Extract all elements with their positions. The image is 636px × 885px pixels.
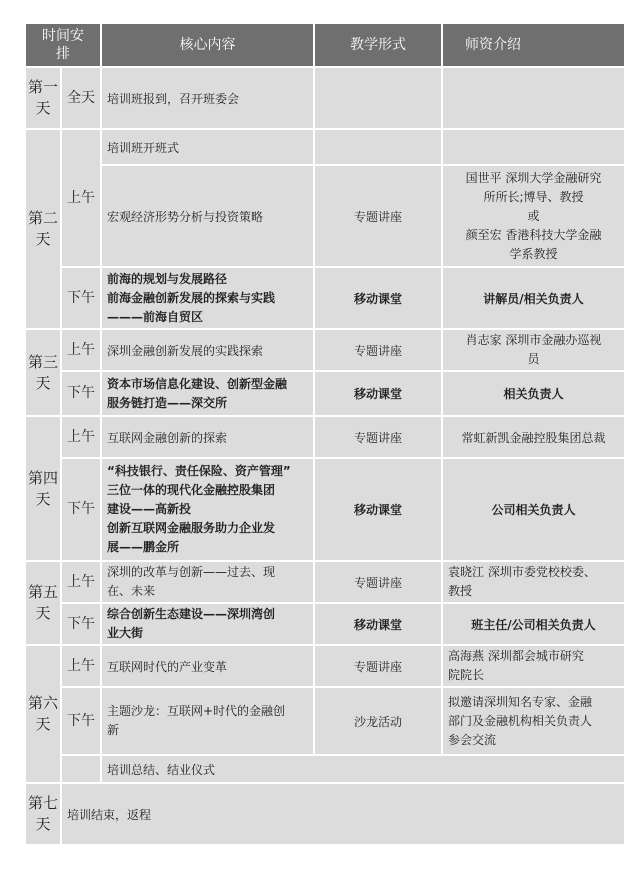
row-content: 培训班报到，召开班委会: [102, 68, 313, 128]
header-row: [26, 24, 624, 66]
schedule-table: [24, 22, 626, 846]
row-content: [102, 459, 313, 560]
half-pm: 下午: [62, 372, 100, 415]
row-content: 宏观经济形势分析与投资策略: [102, 166, 313, 266]
row-faculty: [443, 646, 624, 686]
row-faculty: [443, 330, 624, 370]
content-line: 深圳的改革与创新——过去、现: [107, 565, 276, 579]
row-faculty: 公司相关负责人: [443, 459, 624, 560]
half-all-day: 全天: [62, 68, 100, 128]
table-row: [26, 417, 624, 457]
content-line: 前海金融创新发展的探索与实践: [107, 290, 276, 305]
row-format: [315, 130, 441, 164]
table-row: [26, 459, 624, 560]
row-faculty: [443, 688, 624, 754]
content-line: ———前海自贸区: [107, 309, 204, 324]
table-row: [26, 604, 624, 644]
faculty-line: 或: [527, 208, 540, 223]
row-faculty: [443, 166, 624, 266]
row-format: [315, 68, 441, 128]
table-row: [26, 372, 624, 415]
table-row: [26, 166, 624, 266]
faculty-line: 肖志家 深圳市金融办巡视: [465, 333, 602, 347]
table-row: [26, 646, 624, 686]
faculty-line: 参会交流: [448, 732, 497, 747]
header-faculty: 师资介绍: [443, 24, 624, 66]
faculty-line: 颜至宏 香港科技大学金融: [465, 227, 602, 242]
row-format: 专题讲座: [315, 417, 441, 457]
table-row: [26, 330, 624, 370]
row-content: 培训班开班式: [102, 130, 313, 164]
day-label-5: 第五天: [26, 562, 60, 644]
day-label-2: 第二天: [26, 130, 60, 328]
content-line: “科技银行、责任保险、资产管理”: [107, 464, 291, 478]
content-line: 创新互联网金融服务助力企业发: [107, 521, 276, 535]
row-faculty: 班主任/公司相关负责人: [443, 604, 624, 644]
content-line: 业大街: [107, 626, 144, 640]
row-faculty: [443, 562, 624, 602]
header-content: 核心内容: [102, 24, 313, 66]
row-content: [102, 268, 313, 328]
half-pm: 下午: [62, 268, 100, 328]
half-am: 上午: [62, 646, 100, 686]
half-am: 上午: [62, 130, 100, 266]
row-format: 移动课堂: [315, 604, 441, 644]
row-format: 专题讲座: [315, 646, 441, 686]
faculty-line: 部门及金融机构相关负责人: [448, 713, 593, 728]
row-faculty: 常虹新凯金融控股集团总裁: [443, 417, 624, 457]
content-line: 建设——高新投: [107, 502, 192, 516]
content-line: 服务链打造——深交所: [107, 395, 228, 410]
half-pm: 下午: [62, 688, 100, 754]
row-format: 移动课堂: [315, 372, 441, 415]
day-label-4: 第四天: [26, 417, 60, 560]
half-am: 上午: [62, 330, 100, 370]
table-row: [26, 130, 624, 164]
row-content: 培训结束，返程: [62, 784, 624, 844]
row-format: 沙龙活动: [315, 688, 441, 754]
row-content: [102, 604, 313, 644]
faculty-line: 所所长;博导、教授: [483, 189, 584, 204]
half-pm: 下午: [62, 459, 100, 560]
content-line: 综合创新生态建设——深圳湾创: [107, 607, 276, 621]
row-content: 培训总结、结业仪式: [102, 756, 624, 782]
half-am: 上午: [62, 562, 100, 602]
content-line: 新: [107, 723, 120, 737]
table-row: [26, 562, 624, 602]
faculty-line: 高海燕 深圳都会城市研究: [448, 649, 584, 663]
row-faculty: 相关负责人: [443, 372, 624, 415]
header-format: 教学形式: [315, 24, 441, 66]
day-label-1: 第一天: [26, 68, 60, 128]
blank-cell: [62, 756, 100, 782]
row-content: 深圳金融创新发展的实践探索: [102, 330, 313, 370]
content-line: 在、未来: [107, 584, 156, 598]
row-format: 移动课堂: [315, 459, 441, 560]
table-row: [26, 688, 624, 754]
row-content: 互联网金融创新的探索: [102, 417, 313, 457]
row-content: [102, 562, 313, 602]
content-line: 资本市场信息化建设、创新型金融: [107, 376, 288, 391]
row-format: 专题讲座: [315, 562, 441, 602]
day-label-7: 第七天: [26, 784, 60, 844]
faculty-line: 拟邀请深圳知名专家、金融: [448, 694, 593, 709]
table-row: [26, 756, 624, 782]
content-line: 前海的规划与发展路径: [107, 271, 228, 286]
row-content: [102, 688, 313, 754]
row-content: [102, 372, 313, 415]
content-line: 主题沙龙：互联网+时代的金融创: [107, 704, 286, 718]
row-content: 互联网时代的产业变革: [102, 646, 313, 686]
faculty-line: 学系教授: [509, 246, 558, 261]
faculty-line: 国世平 深圳大学金融研究: [465, 170, 602, 185]
half-pm: 下午: [62, 604, 100, 644]
row-format: 专题讲座: [315, 330, 441, 370]
table-row: [26, 784, 624, 844]
row-faculty: [443, 68, 624, 128]
table-row: [26, 268, 624, 328]
day-label-3: 第三天: [26, 330, 60, 415]
row-faculty: [443, 130, 624, 164]
content-line: 三位一体的现代化金融控股集团: [107, 483, 276, 497]
header-time: 时间安排: [26, 24, 100, 66]
row-format: 移动课堂: [315, 268, 441, 328]
faculty-line: 袁晓江 深圳市委党校校委、: [448, 565, 596, 579]
table-row: [26, 68, 624, 128]
half-am: 上午: [62, 417, 100, 457]
row-faculty: 讲解员/相关负责人: [443, 268, 624, 328]
row-format: 专题讲座: [315, 166, 441, 266]
content-line: 展——鹏金所: [107, 540, 180, 554]
faculty-line: 院院长: [448, 668, 485, 682]
day-label-6: 第六天: [26, 646, 60, 782]
faculty-line: 员: [527, 352, 540, 366]
faculty-line: 教授: [448, 584, 473, 598]
